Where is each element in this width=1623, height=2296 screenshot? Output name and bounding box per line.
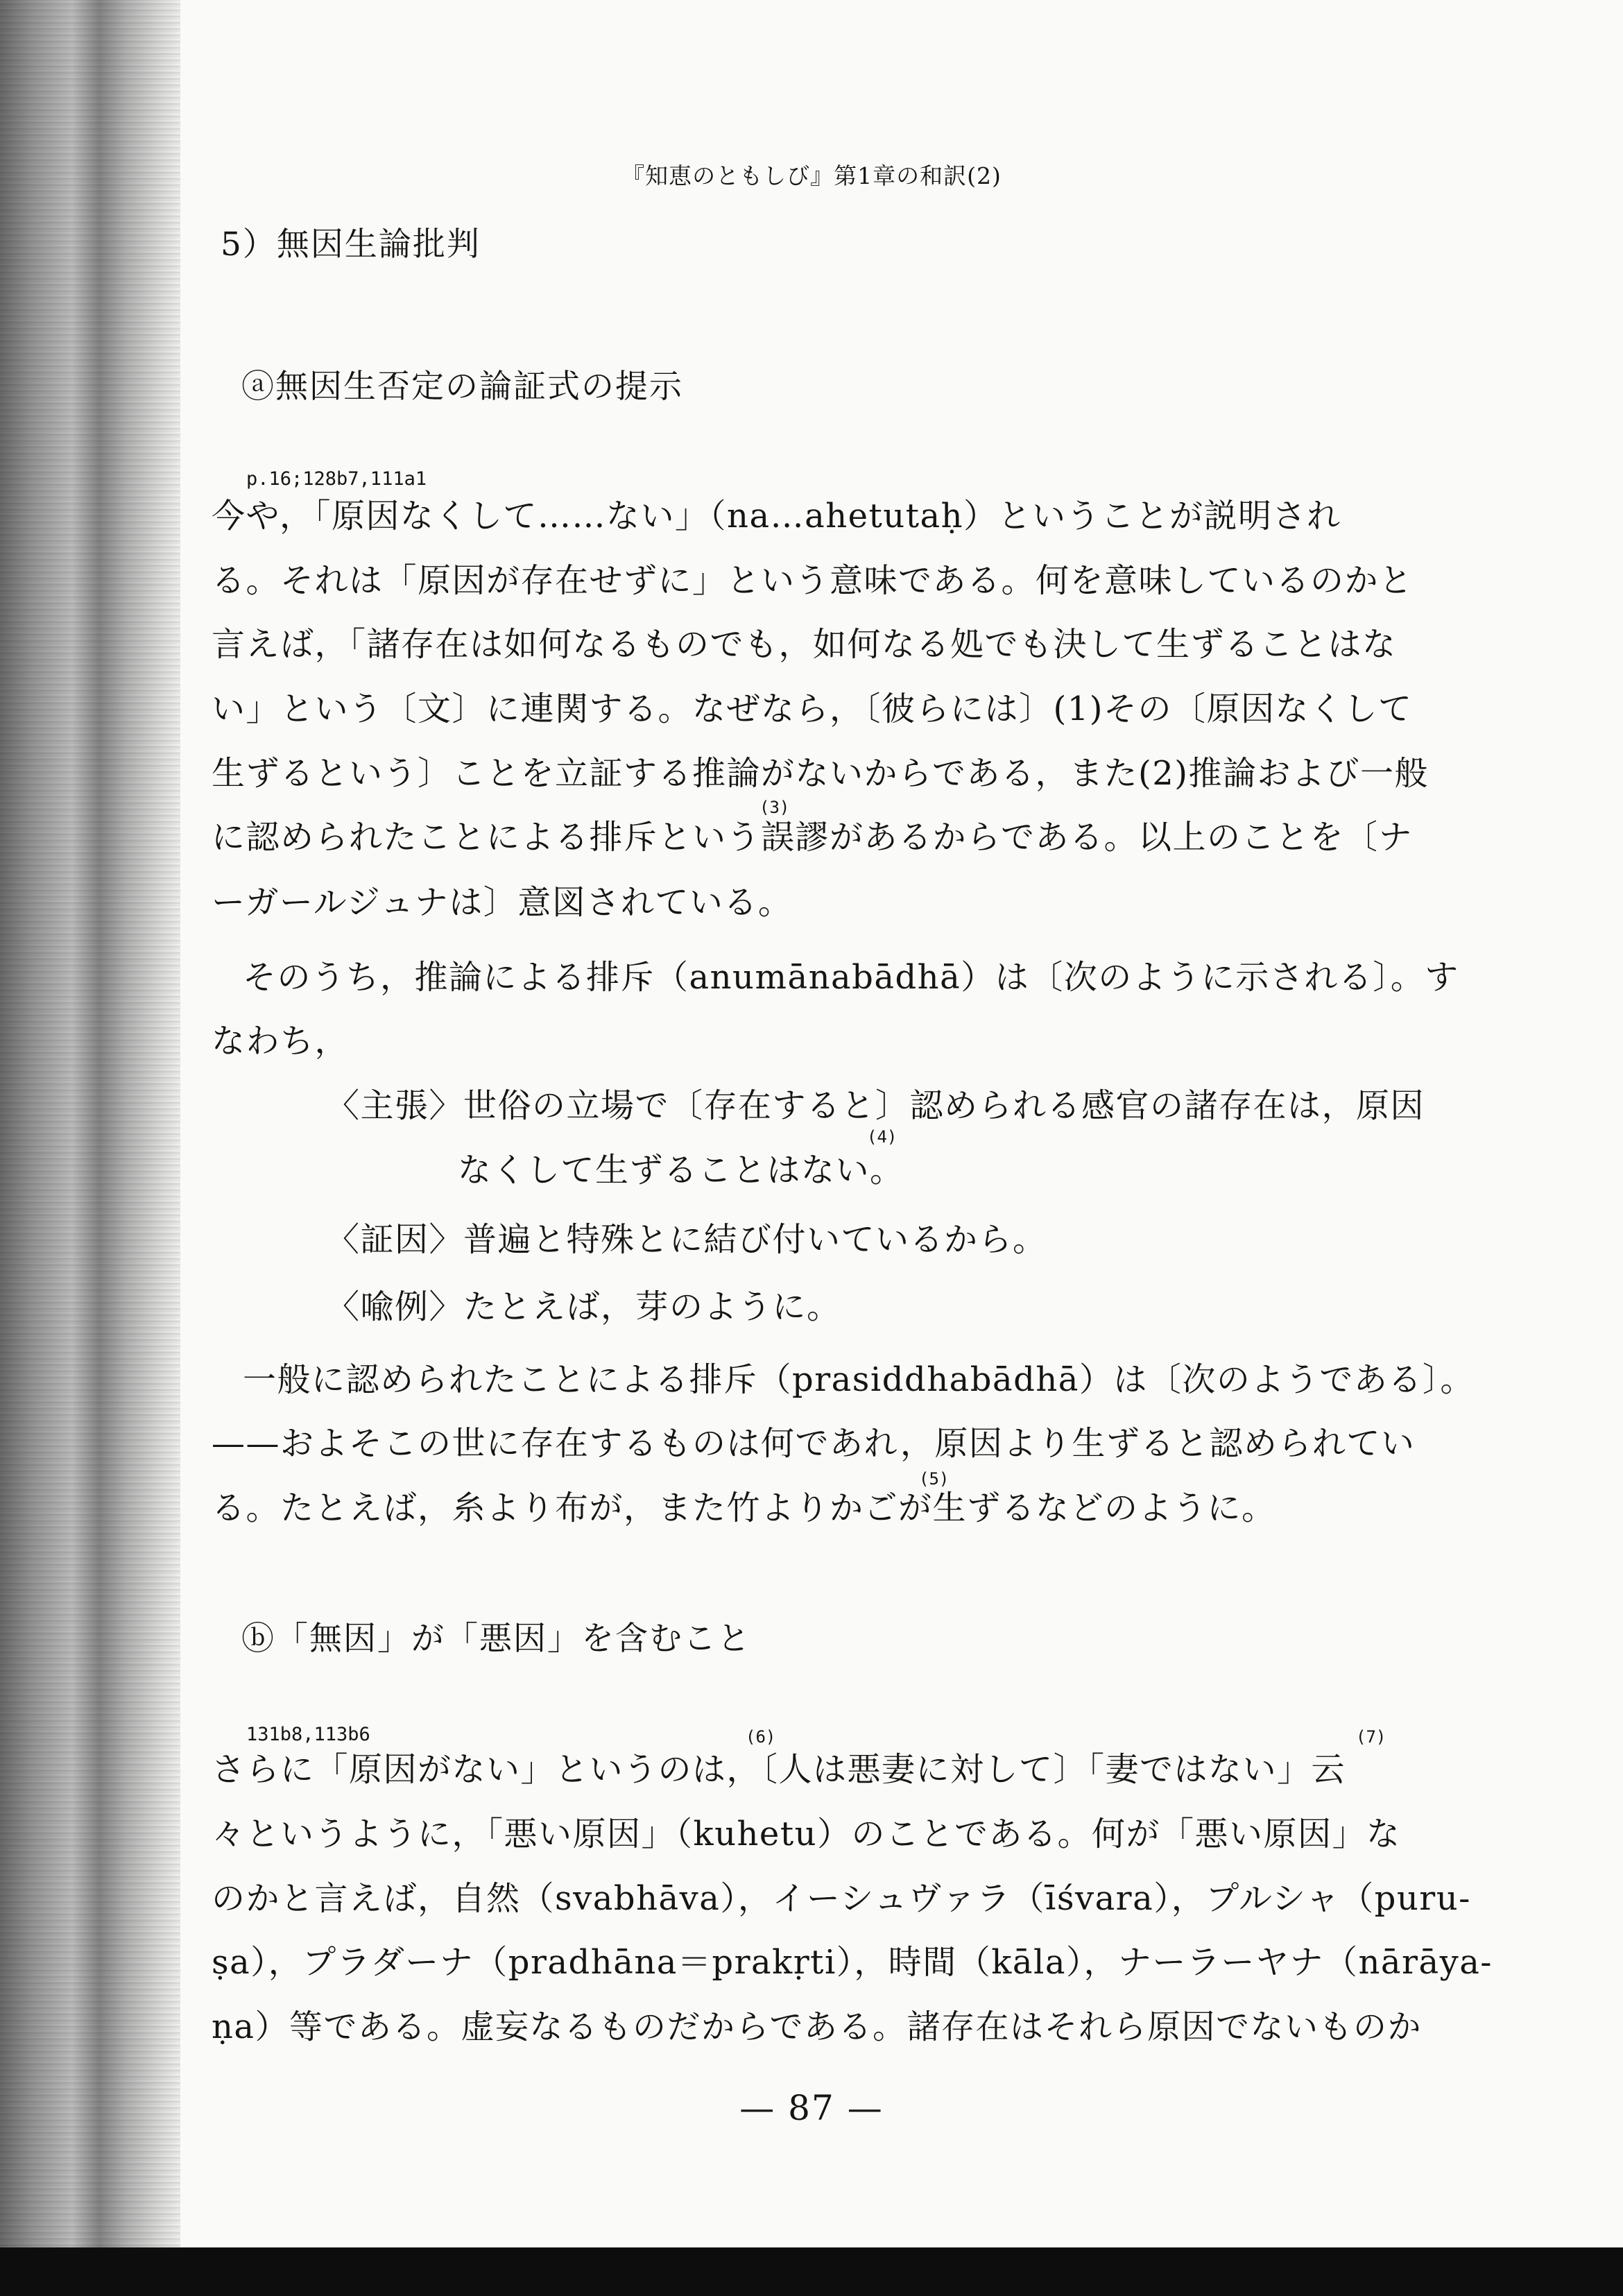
thesis-line-2: なくして生ずることはない。 [458,1151,904,1190]
body-line-a6-text: に認められたことによる排斥という誤謬があるからである。以上のことを〔ナ [212,818,1414,857]
footnote-marker-6[interactable]: (6) [746,1727,776,1747]
body-line-a4: い」という〔文〕に連関する。なぜなら，〔彼らには〕(1)その〔原因なくして [212,689,1413,728]
body-line-p3-2: ——およそこの世に存在するものは何であれ，原因より生ずると認められてい [212,1424,1416,1463]
body-line-b1 [212,1742,1346,1790]
body-line-a5: 生ずるという〕ことを立証する推論がないからである，また(2)推論および一般 [212,754,1429,793]
example-line: 〈喩例〉たとえば，芽のように。 [326,1287,841,1326]
footnote-marker-3[interactable]: (3) [759,798,790,817]
body-line-a2: る。それは「原因が存在せずに」という意味である。何を意味しているのかと [212,561,1414,600]
subsection-b-title: ⓑ「無因」が「悪因」を含むこと [241,1620,751,1658]
body-line-b4: ṣa），プラダーナ（pradhāna＝prakṛti），時間（kāla），ナーラーヤナ（nārāya- [212,1943,1493,1982]
subsection-a-title: ⓐ無因生否定の論証式の提示 [241,368,683,406]
body-line-b1-part2: ，〔人は悪妻に対して〕「妻ではない」 [726,1750,1312,1789]
body-line-b2: 々というように，「悪い原因」（kuhetu）のことである。何が「悪い原因」な [212,1815,1401,1853]
body-line-b1-part3: 云 [1311,1750,1346,1789]
body-line-p2-1: そのうち，推論による排斥（anumānabādhā）は〔次のように示される〕。す [243,958,1459,997]
body-line-p2-2: なわち， [212,1022,350,1061]
body-line-b3: のかと言えば，自然（svabhāva），イーシュヴァラ（īśvara），プルシャ（puru- [212,1879,1471,1918]
body-line-p3-3: る。たとえば，糸より布が，また竹よりかごが生ずるなどのように。 [212,1489,1276,1527]
page-number: — 87 — [739,2088,884,2128]
body-line-a3: 言えば，「諸存在は如何なるものでも，如何なる処でも決して生ずることはな [212,625,1397,664]
reason-line: 〈証因〉普遍と特殊とに結び付いているから。 [326,1220,1047,1259]
body-line-b1-part1: さらに「原因がない」というのは [212,1750,727,1789]
scan-binding-shadow [0,0,180,2296]
body-line-a1: 今や，「原因なくして……ない」（na…ahetutaḥ）ということが説明され [212,497,1341,536]
footnote-marker-4[interactable]: (4) [867,1127,898,1147]
body-line-b5: ṇa）等である。虚妄なるものだからである。諸存在はそれら原因でないものか [212,2007,1423,2046]
thesis-line-1: 〈主張〉世俗の立場で〔存在すると〕認められる感官の諸存在は，原因 [326,1086,1425,1125]
source-reference-b: 131b8,113b6 [246,1724,370,1745]
footnote-marker-5[interactable]: (5) [919,1469,950,1489]
running-head: 『知恵のともしび』第1章の和訳(2) [621,162,1002,189]
scan-bottom-edge [0,2247,1623,2296]
section-title: 5）無因生論批判 [221,225,481,264]
footnote-marker-7[interactable]: (7) [1356,1727,1386,1747]
body-line-p3-1: 一般に認められたことによる排斥（prasiddhabādhā）は〔次のようである〕。 [243,1360,1475,1399]
source-reference-a: p.16;128b7,111a1 [246,468,427,490]
body-line-a6 [212,810,1413,858]
body-line-a7: ーガールジュナは〕意図されている。 [212,883,793,922]
